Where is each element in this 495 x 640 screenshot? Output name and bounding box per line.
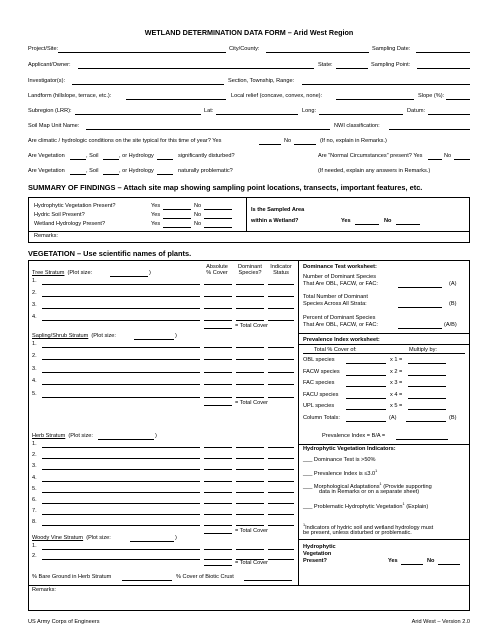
sapling-species-field[interactable]	[42, 397, 200, 398]
sampled-area-line1: Is the Sampled Area	[251, 207, 305, 213]
woody-total-field[interactable]	[204, 565, 232, 566]
tree-species-field[interactable]	[42, 320, 200, 321]
indicator-morphological-line2: data in Remarks or on a separate sheet)	[319, 489, 420, 495]
woody-species-field[interactable]	[42, 549, 200, 550]
tree-cover-field[interactable]	[204, 296, 232, 297]
hydrophytic-present-label: Hydrophytic Vegetation Present?	[34, 203, 116, 209]
herb-cover-field[interactable]	[204, 492, 232, 493]
col-status: Status	[273, 270, 289, 276]
summary-yes-1-field[interactable]	[163, 209, 191, 210]
climatic-no-field[interactable]	[294, 144, 316, 145]
tree-cover-field[interactable]	[204, 284, 232, 285]
summary-yes-3: Yes	[151, 221, 161, 227]
herb-dominant-field[interactable]	[236, 492, 264, 493]
climatic-question: Are climatic / hydrologic conditions on the site typical for this time of year? Yes	[28, 138, 222, 144]
biotic-crust-label: % Cover of Biotic Crust	[176, 574, 234, 580]
tree-species-field[interactable]	[42, 284, 200, 285]
prevalence-species-label: FACU species	[303, 391, 339, 398]
herb-cover-field[interactable]	[204, 481, 232, 482]
num-dominant-line1: Number of Dominant Species	[303, 274, 377, 280]
normal-yes-field[interactable]	[428, 159, 442, 160]
local-relief-label: Local relief (concave, convex, none):	[231, 93, 323, 99]
tree-dominant-field[interactable]	[236, 296, 264, 297]
problematic-hydro-field[interactable]	[157, 174, 173, 175]
sampling-date-field[interactable]	[416, 52, 470, 53]
prevalence-species-label: FAC species	[303, 380, 335, 386]
sapling-dominant-field[interactable]	[236, 384, 264, 385]
sampling-point-label: Sampling Point:	[371, 62, 411, 68]
sapling-dominant-field[interactable]	[236, 397, 264, 398]
landform-field[interactable]	[126, 99, 226, 100]
herb-row-number: 7.	[32, 508, 37, 515]
summary-no-1: No	[194, 203, 202, 209]
herb-dominant-field[interactable]	[236, 469, 264, 470]
herb-indicator-field[interactable]	[268, 503, 294, 504]
if-needed-note: (If needed, explain any answers in Remarks.)	[318, 168, 431, 174]
dominance-heading: Dominance Test worksheet:	[303, 264, 377, 270]
herb-dominant-field[interactable]	[236, 514, 264, 515]
sapling-species-field[interactable]	[42, 384, 200, 385]
naturally-problematic: naturally problematic?	[178, 168, 233, 174]
herb-row-number: 2.	[32, 452, 37, 459]
herb-cover-field[interactable]	[204, 469, 232, 470]
herb-cover-field[interactable]	[204, 514, 232, 515]
climatic-yes-field[interactable]	[259, 144, 281, 145]
vegetation-remarks-label: Remarks:	[32, 587, 56, 593]
herb-species-field[interactable]	[42, 525, 200, 526]
indicator-morphological: ___ Morphological Adaptations$^1$ (Provide supporting	[303, 482, 432, 490]
column-totals-label: Column Totals:	[303, 415, 340, 421]
sapling-species-field[interactable]	[42, 347, 200, 348]
herb-species-field[interactable]	[42, 447, 200, 448]
tree-species-field[interactable]	[42, 296, 200, 297]
prevalence-multiplier: x 1 =	[390, 357, 403, 363]
hydro-box-line3: Present?	[303, 558, 327, 564]
column-totals-b: (B)	[449, 415, 457, 421]
significantly-disturbed: significantly disturbed?	[178, 153, 235, 159]
hydrology-label-2: , or Hydrology	[119, 168, 154, 174]
sapling-dominant-field[interactable]	[236, 372, 264, 373]
prevalence-column-rule	[303, 353, 465, 354]
percent-dominant-field[interactable]	[398, 328, 442, 329]
normal-circumstances: Are “Normal Circumstances” present? Yes	[318, 153, 423, 159]
are-vegetation-label-2: Are Vegetation	[28, 168, 65, 174]
woody-cover-field[interactable]	[204, 559, 232, 560]
herb-indicator-field[interactable]	[268, 525, 294, 526]
col-species: Species?	[238, 270, 262, 276]
sapling-plot-close: )	[175, 333, 177, 339]
tree-indicator-field[interactable]	[268, 320, 294, 321]
col-cover: % Cover	[206, 270, 228, 276]
hydro-box-no-field[interactable]	[438, 564, 460, 565]
sapling-species-field[interactable]	[42, 372, 200, 373]
herb-indicator-field[interactable]	[268, 458, 294, 459]
herb-row-number: 8.	[32, 519, 37, 526]
prevalence-cover-field[interactable]	[346, 409, 386, 410]
sapling-indicator-field[interactable]	[268, 347, 294, 348]
sapling-cover-field[interactable]	[204, 347, 232, 348]
prevalence-index-field[interactable]	[396, 439, 448, 440]
woody-row-number: 2.	[32, 553, 37, 559]
sapling-indicator-field[interactable]	[268, 359, 294, 360]
prevalence-product-field[interactable]	[408, 375, 446, 376]
prevalence-product-field[interactable]	[408, 363, 446, 364]
sampled-no-label: No	[384, 218, 392, 224]
project-site-label: Project/Site:	[28, 46, 59, 52]
woody-species-field[interactable]	[42, 559, 200, 560]
herb-cover-field[interactable]	[204, 525, 232, 526]
prevalence-product-field[interactable]	[408, 386, 446, 387]
tree-stratum-label: Tree Stratum (Plot size:	[32, 270, 93, 276]
project-site-field[interactable]	[58, 52, 226, 53]
vegetation-remarks-divider	[28, 585, 470, 586]
summary-yes-2: Yes	[151, 212, 161, 218]
lat-field[interactable]	[216, 114, 298, 115]
prevalence-multiplier: x 3 =	[390, 380, 403, 386]
prevalence-heading: Prevalence Index worksheet:	[303, 337, 380, 343]
sapling-row-number: 5.	[32, 390, 37, 397]
herb-dominant-field[interactable]	[236, 525, 264, 526]
summary-divider	[246, 197, 247, 231]
normal-no-field[interactable]	[454, 159, 470, 160]
nwi-label: NWI classification:	[334, 123, 380, 129]
tree-indicator-field[interactable]	[268, 296, 294, 297]
prevalence-index-label: Prevalence Index = B/A =	[322, 433, 386, 439]
problematic-veg-field[interactable]	[70, 174, 86, 175]
applicant-field[interactable]	[78, 68, 314, 69]
state-label: State:	[318, 62, 333, 68]
herb-total-cover-label: = Total Cover	[235, 527, 269, 534]
herb-species-field[interactable]	[42, 469, 200, 470]
applicant-label: Applicant/Owner:	[28, 62, 71, 68]
dominance-b: (B)	[449, 301, 457, 307]
sapling-cover-field[interactable]	[204, 384, 232, 385]
herb-cover-field[interactable]	[204, 458, 232, 459]
section-label: Section, Township, Range:	[228, 78, 295, 84]
hydro-box-no: No	[427, 558, 435, 564]
vegetation-heading: VEGETATION – Use scientific names of plants.	[28, 249, 192, 258]
prevalence-cover-field[interactable]	[346, 363, 386, 364]
sapling-stratum-label: Sapling/Shrub Stratum (Plot size:	[32, 333, 116, 339]
sapling-indicator-field[interactable]	[268, 397, 294, 398]
col-indicator: Indicator	[270, 264, 292, 270]
prevalence-heading-rule	[298, 344, 470, 345]
herb-row-number: 6.	[32, 497, 37, 503]
soil-label: , Soil	[86, 153, 99, 159]
dominance-divider	[298, 333, 470, 334]
indicator-dominance: ___ Dominance Test is >50%	[303, 457, 376, 463]
footer-right: Arid West – Version 2.0	[411, 619, 470, 625]
herb-row-number: 3.	[32, 463, 37, 470]
herb-indicator-field[interactable]	[268, 447, 294, 448]
climatic-if-no: (If no, explain in Remarks.)	[320, 138, 387, 144]
hydro-box-line1: Hydrophytic	[303, 544, 336, 550]
long-field[interactable]	[319, 114, 403, 115]
slope-label: Slope (%):	[418, 93, 445, 99]
vegetation-column-divider	[298, 260, 299, 585]
herb-indicator-field[interactable]	[268, 469, 294, 470]
herb-plot-close: )	[155, 433, 157, 439]
sampled-no-field[interactable]	[396, 224, 420, 225]
woody-row-number: 1.	[32, 543, 37, 549]
indicators-divider	[298, 444, 470, 445]
dominance-ab: (A/B)	[444, 322, 457, 328]
prevalence-cover-field[interactable]	[346, 375, 386, 376]
herb-indicator-field[interactable]	[268, 481, 294, 482]
subregion-label: Subregion (LRR):	[28, 108, 72, 114]
long-label: Long:	[302, 108, 316, 114]
tree-dominant-field[interactable]	[236, 320, 264, 321]
herb-species-field[interactable]	[42, 492, 200, 493]
tree-dominant-field[interactable]	[236, 284, 264, 285]
sampling-point-field[interactable]	[417, 68, 470, 69]
sampled-yes-field[interactable]	[355, 224, 379, 225]
total-dominant-line1: Total Number of Dominant	[303, 294, 368, 300]
indicator-prevalence: ___ Prevalence Index is $\le 3.0^1$	[303, 469, 378, 477]
wetland-hydrology-label: Wetland Hydrology Present?	[34, 221, 106, 227]
soil-map-label: Soil Map Unit Name:	[28, 123, 80, 129]
disturbed-hydro-field[interactable]	[157, 159, 173, 160]
tree-cover-field[interactable]	[204, 320, 232, 321]
disturbed-veg-field[interactable]	[70, 159, 86, 160]
sapling-cover-field[interactable]	[204, 359, 232, 360]
slope-field[interactable]	[446, 99, 470, 100]
hydro-box-divider	[298, 539, 470, 540]
woody-indicator-field[interactable]	[268, 549, 294, 550]
summary-no-3: No	[194, 221, 202, 227]
climatic-no-label: No	[284, 138, 292, 144]
bare-ground-label: % Bare Ground in Herb Stratum	[32, 574, 112, 580]
herb-dominant-field[interactable]	[236, 481, 264, 482]
indicator-problematic: ___ Problematic Hydrophytic Vegetation$^1$ (Explain)	[303, 502, 429, 510]
tree-row-number: 4.	[32, 314, 37, 320]
city-county-field[interactable]	[266, 52, 369, 53]
summary-no-1-field[interactable]	[204, 209, 232, 210]
herb-species-field[interactable]	[42, 481, 200, 482]
herb-stratum-label: Herb Stratum (Plot size:	[32, 433, 93, 439]
sapling-total-cover-label: = Total Cover	[235, 400, 269, 406]
subregion-field[interactable]	[75, 114, 201, 115]
herb-dominant-field[interactable]	[236, 458, 264, 459]
form-title: WETLAND DETERMINATION DATA FORM – Arid West Region	[144, 28, 354, 37]
local-relief-field[interactable]	[336, 99, 414, 100]
lat-label: Lat:	[204, 108, 214, 114]
footnote-line1: $^1$Indicators of hydric soil and wetland hydrology must	[303, 523, 434, 531]
tree-row-number: 1.	[32, 278, 37, 284]
summary-remarks-label: Remarks:	[34, 233, 58, 239]
tree-cover-field[interactable]	[204, 308, 232, 309]
percent-dominant-line2: That Are OBL, FACW, or FAC:	[303, 322, 378, 328]
prevalence-species-label: UPL species	[303, 403, 335, 409]
state-field[interactable]	[336, 68, 368, 69]
section-field[interactable]	[302, 84, 470, 85]
sapling-cover-field[interactable]	[204, 372, 232, 373]
tree-indicator-field[interactable]	[268, 284, 294, 285]
city-county-label: City/County:	[229, 46, 260, 52]
sapling-cover-field[interactable]	[204, 397, 232, 398]
tree-row-number: 2.	[32, 290, 37, 296]
disturbed-soil-field[interactable]	[103, 159, 119, 160]
prevalence-multiplier: x 4 =	[390, 391, 403, 398]
sapling-row-number: 3.	[32, 365, 37, 372]
percent-dominant-line1: Percent of Dominant Species	[303, 315, 376, 321]
hydrology-label: , or Hydrology	[119, 153, 154, 159]
summary-no-3-field[interactable]	[204, 227, 232, 228]
summary-heading: SUMMARY OF FINDINGS – Attach site map showing sampling point locations, transects, important features, etc.	[28, 183, 423, 192]
herb-dominant-field[interactable]	[236, 503, 264, 504]
normal-no-label: No	[444, 153, 452, 159]
hydro-box-yes: Yes	[388, 558, 398, 564]
tree-indicator-field[interactable]	[268, 308, 294, 309]
sapling-total-field[interactable]	[204, 405, 232, 406]
column-totals-a: (A)	[389, 415, 397, 421]
sampled-area-line2: within a Wetland?	[251, 218, 299, 224]
sapling-dominant-field[interactable]	[236, 359, 264, 360]
soil-map-field[interactable]	[86, 129, 330, 130]
woody-stratum-label: Woody Vine Stratum (Plot size:	[32, 535, 111, 541]
are-vegetation-label: Are Vegetation	[28, 153, 65, 159]
nwi-field[interactable]	[389, 129, 470, 130]
tree-dominant-field[interactable]	[236, 308, 264, 309]
sapling-row-number: 1.	[32, 341, 37, 347]
footer-left: US Army Corps of Engineers	[28, 619, 100, 625]
tree-total-cover-label: = Total Cover	[235, 323, 269, 329]
column-totals-a-field[interactable]	[346, 421, 386, 422]
summary-yes-2-field[interactable]	[163, 218, 191, 219]
investigators-field[interactable]	[72, 84, 224, 85]
prevalence-multiplier: x 2 =	[390, 368, 403, 375]
herb-total-field[interactable]	[204, 533, 232, 534]
datum-field[interactable]	[428, 114, 470, 115]
sampled-yes-label: Yes	[341, 218, 351, 224]
investigators-label: Investigator(s):	[28, 78, 65, 84]
tree-plot-close: )	[149, 270, 151, 276]
summary-yes-1: Yes	[151, 203, 161, 209]
herb-row-number: 1.	[32, 441, 37, 447]
sapling-row-number: 4.	[32, 378, 37, 385]
dominance-a: (A)	[449, 281, 457, 287]
herb-species-field[interactable]	[42, 458, 200, 459]
multiply-by: Multiply by:	[409, 347, 437, 353]
sapling-dominant-field[interactable]	[236, 347, 264, 348]
prevalence-multiplier: x 5 =	[390, 403, 403, 409]
prevalence-cover-field[interactable]	[346, 398, 386, 399]
problematic-soil-field[interactable]	[103, 174, 119, 175]
summary-no-2: No	[194, 212, 202, 218]
prevalence-product-field[interactable]	[408, 398, 446, 399]
total-dominant-field[interactable]	[398, 307, 442, 308]
herb-species-field[interactable]	[42, 514, 200, 515]
prevalence-product-field[interactable]	[408, 409, 446, 410]
herb-dominant-field[interactable]	[236, 447, 264, 448]
hydric-soil-label: Hydric Soil Present?	[34, 212, 85, 218]
sapling-row-number: 2.	[32, 353, 37, 360]
summary-no-2-field[interactable]	[204, 218, 232, 219]
tree-row-number: 3.	[32, 302, 37, 308]
indicators-heading: Hydrophytic Vegetation Indicators:	[303, 446, 396, 452]
hydro-box-yes-field[interactable]	[401, 564, 423, 565]
woody-total-cover-label: = Total Cover	[235, 560, 269, 566]
herb-species-field[interactable]	[42, 503, 200, 504]
prevalence-species-label: OBL species	[303, 357, 335, 363]
num-dominant-line2: That Are OBL, FACW, or FAC:	[303, 281, 378, 287]
sapling-species-field[interactable]	[42, 359, 200, 360]
summary-yes-3-field[interactable]	[163, 227, 191, 228]
herb-cover-field[interactable]	[204, 447, 232, 448]
summary-remarks-divider	[28, 231, 470, 232]
prevalence-cover-field[interactable]	[346, 386, 386, 387]
hydro-box-line2: Vegetation	[303, 551, 332, 557]
woody-cover-field[interactable]	[204, 549, 232, 550]
sapling-indicator-field[interactable]	[268, 384, 294, 385]
herb-row-number: 4.	[32, 474, 37, 481]
col-dominant: Dominant	[238, 264, 262, 270]
herb-row-number: 5.	[32, 485, 37, 492]
prevalence-species-label: FACW species	[303, 368, 340, 375]
herb-indicator-field[interactable]	[268, 492, 294, 493]
herb-indicator-field[interactable]	[268, 514, 294, 515]
soil-label-2: , Soil	[86, 168, 99, 174]
sapling-indicator-field[interactable]	[268, 372, 294, 373]
column-totals-b-field[interactable]	[406, 421, 446, 422]
tree-species-field[interactable]	[42, 308, 200, 309]
sampling-date-label: Sampling Date:	[372, 46, 411, 52]
woody-indicator-field[interactable]	[268, 559, 294, 560]
datum-label: Datum:	[407, 108, 426, 114]
woody-dominant-field[interactable]	[236, 549, 264, 550]
herb-cover-field[interactable]	[204, 503, 232, 504]
col-absolute: Absolute	[206, 264, 228, 270]
num-dominant-field[interactable]	[398, 287, 442, 288]
total-dominant-line2: Species Across All Strata:	[303, 301, 367, 307]
tree-total-field[interactable]	[204, 328, 232, 329]
landform-label: Landform (hillslope, terrace, etc.):	[28, 93, 112, 99]
total-cover-of: Total % Cover of:	[314, 347, 357, 353]
woody-plot-close: )	[175, 535, 177, 541]
footnote-line2: be present, unless disturbed or problematic.	[303, 530, 412, 536]
